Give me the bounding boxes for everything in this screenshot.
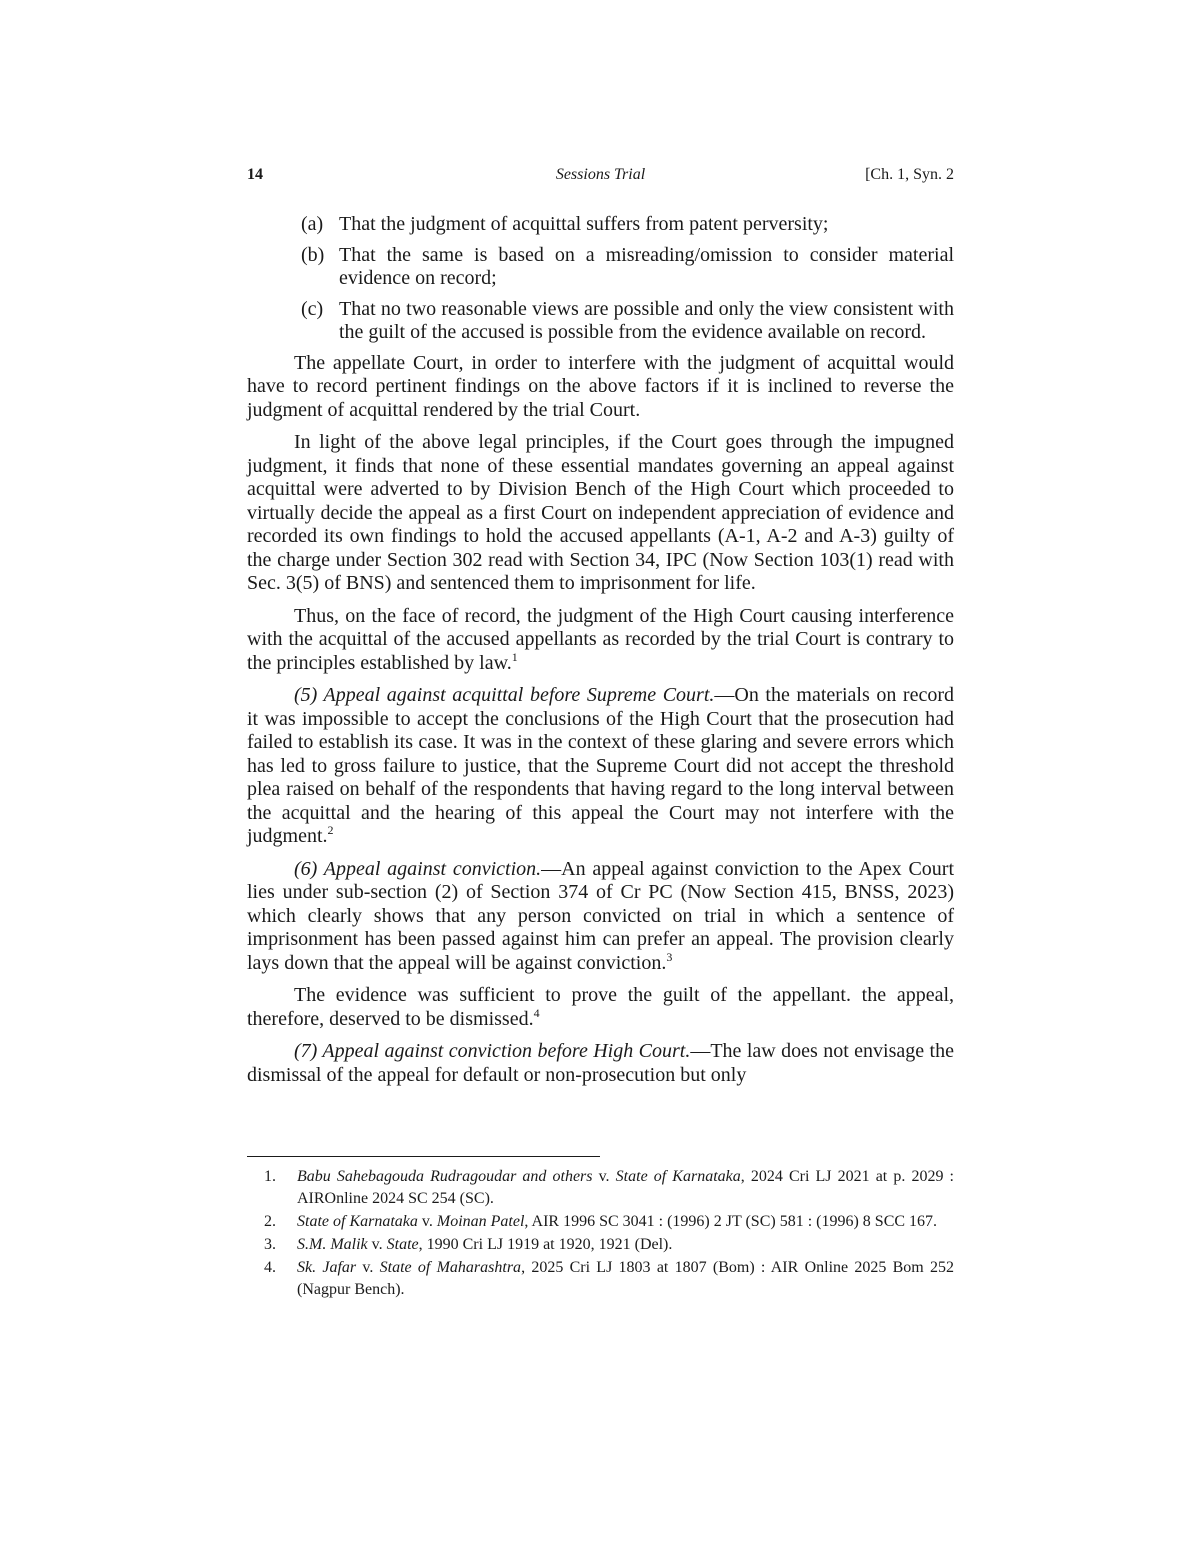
paragraph bbox=[247, 605, 954, 676]
case-party: State of Karnataka bbox=[615, 1168, 741, 1185]
footnote-ref: 4 bbox=[533, 1005, 540, 1020]
list-item bbox=[247, 213, 954, 237]
section-heading: (6) Appeal against conviction. bbox=[294, 857, 542, 880]
paragraph bbox=[247, 431, 954, 596]
running-header bbox=[247, 166, 954, 190]
section-heading: (5) Appeal against acquittal before Supreme Court. bbox=[294, 684, 715, 706]
main-text bbox=[247, 213, 954, 1096]
footnote bbox=[247, 1211, 954, 1233]
section-heading: (7) Appeal against conviction before High Court. bbox=[294, 1040, 691, 1062]
list-item-text: That no two reasonable views are possible and only the view consistent with the guilt of the accused is possible from the evidence available on record. bbox=[339, 297, 954, 343]
citation: , 2024 Cri LJ 2021 at p. 2029 : AIROnline 2024 SC 254 (SC). bbox=[297, 1168, 954, 1207]
footnote-ref: 2 bbox=[327, 823, 334, 837]
case-party: State bbox=[386, 1236, 419, 1253]
paragraph-text: —An appeal against conviction to the Apex Court lies under sub-section (2) of Section 374 of Cr PC (Now Section 415, BNSS, 2023) which clearly shows that any person convicted on trial in which a sentence of imprisonment has been passed against him can prefer an appeal. The provision clearly lays down that the appeal will be against conviction. bbox=[247, 857, 954, 974]
footnote-number: 1. bbox=[264, 1168, 276, 1185]
list-item-label: (b) bbox=[301, 243, 325, 266]
paragraph bbox=[247, 858, 954, 976]
case-party: State of Karnataka bbox=[297, 1213, 418, 1230]
running-title: Sessions Trial bbox=[555, 166, 646, 183]
case-party: S.M. Malik bbox=[297, 1236, 368, 1253]
page-number: 14 bbox=[247, 166, 263, 183]
case-party: Babu Sahebagouda Rudragoudar and others bbox=[297, 1168, 593, 1185]
footnote-number: 2. bbox=[264, 1213, 276, 1230]
footnotes bbox=[247, 1166, 954, 1302]
list-item bbox=[247, 244, 954, 291]
paragraph-text: —The law does not envisage the dismissal of the appeal for default or non-prosecution but only bbox=[247, 1040, 954, 1086]
versus: v. bbox=[592, 1168, 616, 1185]
paragraph-text: In light of the above legal principles, if the Court goes through the impugned judgment, it finds that none of these essential mandates governing an appeal against acquittal were adverted to by Division Bench of the High Court which proceeded to virtually decide the appeal as a first Court on independent appreciation of evidence and recorded its own findings to hold the accused appellants (A-1, A-2 and A-3) guilty of the charge under Section 302 read with Section 34, IPC (Now Section 103(1) read with Sec. 3(5) of BNS) and sentenced them to imprisonment for life. bbox=[247, 431, 954, 594]
paragraph-text: —On the materials on record it was impossible to accept the conclusions of the High Court that the prosecution had failed to establish its case. It was in the context of these glaring and severe errors which has led to gross failure to justice, that the Supreme Court did not accept the threshold plea raised on behalf of the respondents that having regard to the long interval between the acquittal and the hearing of this appeal the Court may not interfere with the judgment. bbox=[247, 684, 954, 847]
criteria-list bbox=[247, 213, 954, 345]
versus: v. bbox=[367, 1236, 387, 1253]
citation: , AIR 1996 SC 3041 : (1996) 2 JT (SC) 581 : (1996) 8 SCC 167. bbox=[524, 1213, 938, 1230]
footnote bbox=[247, 1257, 954, 1301]
list-item-label: (a) bbox=[301, 213, 324, 235]
paragraph bbox=[247, 352, 954, 423]
list-item-text: That the judgment of acquittal suffers from patent perversity; bbox=[339, 213, 829, 235]
footnote-ref: 1 bbox=[511, 649, 518, 664]
citation: , 1990 Cri LJ 1919 at 1920, 1921 (Del). bbox=[418, 1236, 673, 1253]
list-item bbox=[247, 298, 954, 345]
paragraph-text: Thus, on the face of record, the judgment of the High Court causing interference with the acquittal of the accused appellants as recorded by the trial Court is contrary to the principles established by law. bbox=[247, 604, 954, 674]
paragraph-text: The appellate Court, in order to interfere with the judgment of acquittal would have to record pertinent findings on the above factors if it is inclined to reverse the judgment of acquittal rendered by the trial Court. bbox=[247, 351, 954, 421]
citation: , 2025 Cri LJ 1803 at 1807 (Bom) : AIR Online 2025 Bom 252 (Nagpur Bench). bbox=[297, 1259, 955, 1298]
case-party: State of Maharashtra bbox=[379, 1259, 522, 1276]
chapter-reference: [Ch. 1, Syn. 2 bbox=[865, 166, 954, 183]
versus: v. bbox=[417, 1213, 437, 1230]
versus: v. bbox=[356, 1259, 380, 1276]
list-item-label: (c) bbox=[301, 297, 324, 320]
list-item-text: That the same is based on a misreading/omission to consider material evidence on record; bbox=[339, 243, 954, 289]
case-party: Moinan Patel bbox=[436, 1213, 525, 1230]
footnote-ref: 3 bbox=[666, 949, 673, 964]
footnote-number: 3. bbox=[264, 1236, 276, 1253]
paragraph bbox=[247, 1040, 954, 1087]
footnote bbox=[247, 1234, 954, 1256]
paragraph bbox=[247, 984, 954, 1031]
footnote-divider bbox=[247, 1156, 600, 1157]
paragraph-text: The evidence was sufficient to prove the guilt of the appellant. the appeal, therefore, deserved to be dismissed. bbox=[247, 984, 954, 1030]
case-party: Sk. Jafar bbox=[297, 1259, 357, 1276]
footnote-number: 4. bbox=[264, 1259, 276, 1276]
paragraph bbox=[247, 684, 954, 849]
footnote bbox=[247, 1166, 954, 1210]
